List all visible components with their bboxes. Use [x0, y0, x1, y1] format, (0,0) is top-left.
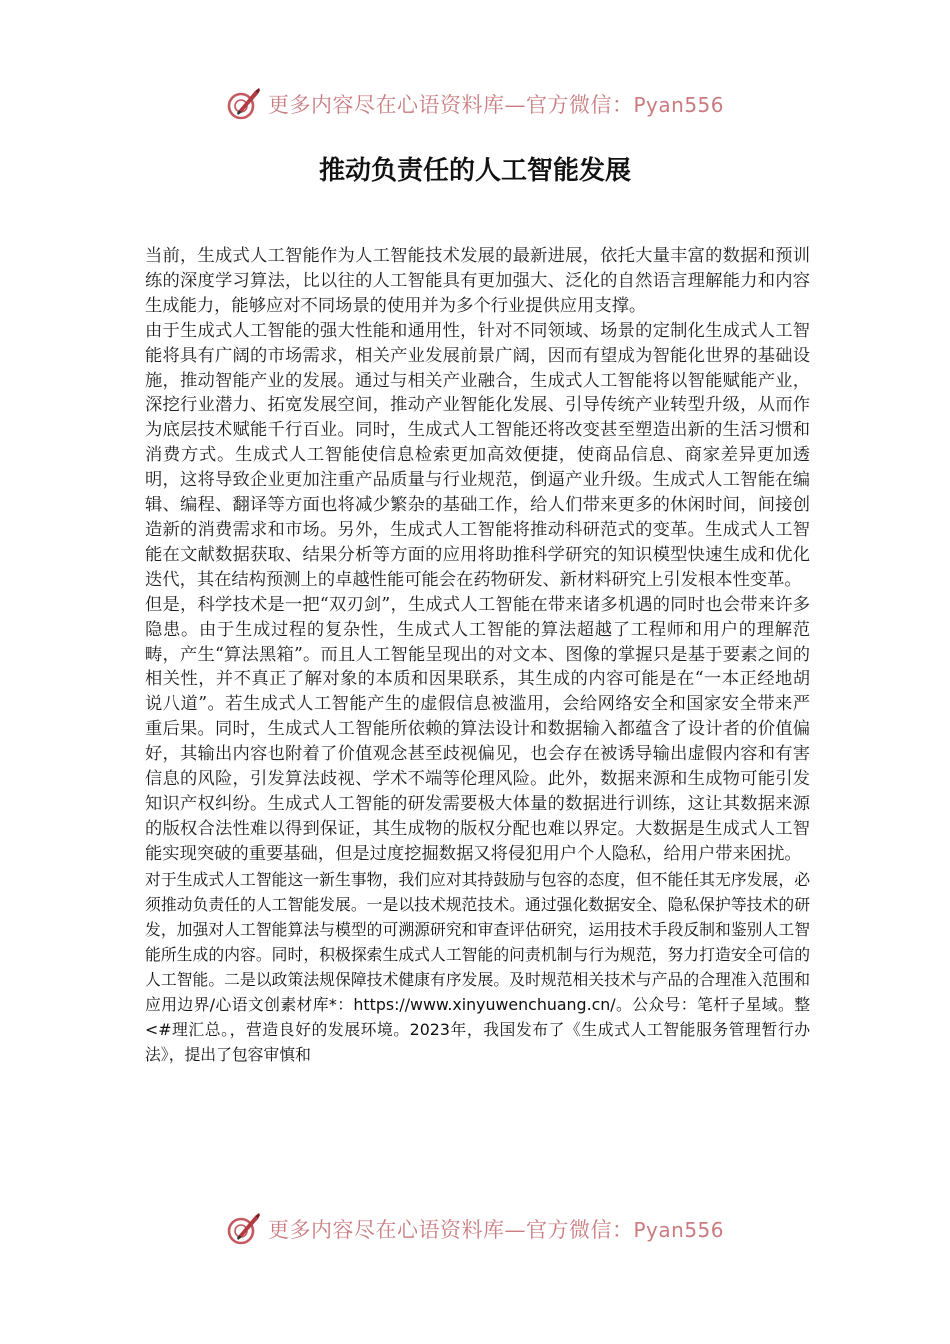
watermark-text: 更多内容尽在心语资料库—官方微信：Pyan556	[267, 93, 724, 117]
wechat-id: Pyan556	[633, 1218, 724, 1242]
watermark-text: 更多内容尽在心语资料库—官方微信：Pyan556	[267, 1218, 724, 1242]
quill-pen-logo-icon	[226, 1211, 262, 1247]
paragraph-4: 对于生成式人工智能这一新生事物，我们应对其持鼓励与包容的态度，但不能任其无序发展，必须推动负责任的人工智能发展。一是以技术规范技术。通过强化数据安全、隐私保护等技术的研发，加强对人工智能算法与模型的可溯源研究和审查评估研究，运用技术手段反制和鉴别人工智能所生成的内容。同时，积极探索生成式人工智能的问责机制与行为规范，努力打造安全可信的人工智能。二是以政策法规保障技术健康有序发展。及时规范相关技术与产品的合理准入范围和应用边界/心语文创素材库*：https://www.xinyuwenchuang.cn/。公众号：笔杆子星域。整<#理汇总。，营造良好的发展环境。2023年，我国发布了《生成式人工智能服务管理暂行办法》，提出了包容审慎和	[145, 869, 810, 1064]
document-title: 推动负责任的人工智能发展	[318, 156, 631, 186]
quill-pen-logo-icon	[226, 86, 262, 122]
wechat-id: Pyan556	[633, 93, 724, 117]
paragraph-2: 由于生成式人工智能的强大性能和通用性，针对不同领域、场景的定制化生成式人工智能将具有广阔的市场需求，相关产业发展前景广阔，因而有望成为智能化世界的基础设施，推动智能产业的发展。通过与相关产业融合，生成式人工智能将以智能赋能产业，深挖行业潜力、拓宽发展空间，推动产业智能化发展、引导传统产业转型升级，从而作为底层技术赋能千行百业。同时，生成式人工智能还将改变甚至塑造出新的生活习惯和消费方式。生成式人工智能使信息检索更加高效便捷，使商品信息、商家差异更加透明，这将导致企业更加注重产品质量与行业规范，倒逼产业升级。生成式人工智能在编辑、编程、翻译等方面也将减少繁杂的基础工作，给人们带来更多的休闲时间，间接创造新的消费需求和市场。另外，生成式人工智能将推动科研范式的变革。生成式人工智能在文献数据获取、结果分析等方面的应用将助推科学研究的知识模型快速生成和优化迭代，其在结构预测上的卓越性能可能会在药物研发、新材料研究上引发根本性变革。	[145, 320, 810, 590]
paragraph-3: 但是，科学技术是一把“双刃剑”，生成式人工智能在带来诸多机遇的同时也会带来许多隐患。由于生成过程的复杂性，生成式人工智能的算法超越了工程师和用户的理解范畴，产生“算法黑箱”。而且人工智能呈现出的对文本、图像的掌握只是基于要素之间的相关性，并不真正了解对象的本质和因果联系，其生成的内容可能是在“一本正经地胡说八道”。若生成式人工智能产生的虚假信息被滥用，会给网络安全和国家安全带来严重后果。同时，生成式人工智能所依赖的算法设计和数据输入都蕴含了设计者的价值偏好，其输出内容也附着了价值观念甚至歧视偏见，也会存在被诱导输出虚假内容和有害信息的风险，引发算法歧视、学术不端等伦理风险。此外，数据来源和生成物可能引发知识产权纠纷。生成式人工智能的研发需要极大体量的数据进行训练，这让其数据来源的版权合法性难以得到保证，其生成物的版权分配也难以界定。大数据是生成式人工智能实现突破的重要基础，但是过度挖掘数据又将侵犯用户个人隐私，给用户带来困扰。	[145, 594, 810, 864]
footer-watermark	[0, 1207, 950, 1251]
header-watermark	[0, 82, 950, 126]
paragraph-1: 当前，生成式人工智能作为人工智能技术发展的最新进展，依托大量丰富的数据和预训练的深度学习算法，比以往的人工智能具有更加强大、泛化的自然语言理解能力和内容生成能力，能够应对不同场景的使用并为多个行业提供应用支撑。	[145, 246, 810, 316]
document-body	[145, 244, 810, 1067]
